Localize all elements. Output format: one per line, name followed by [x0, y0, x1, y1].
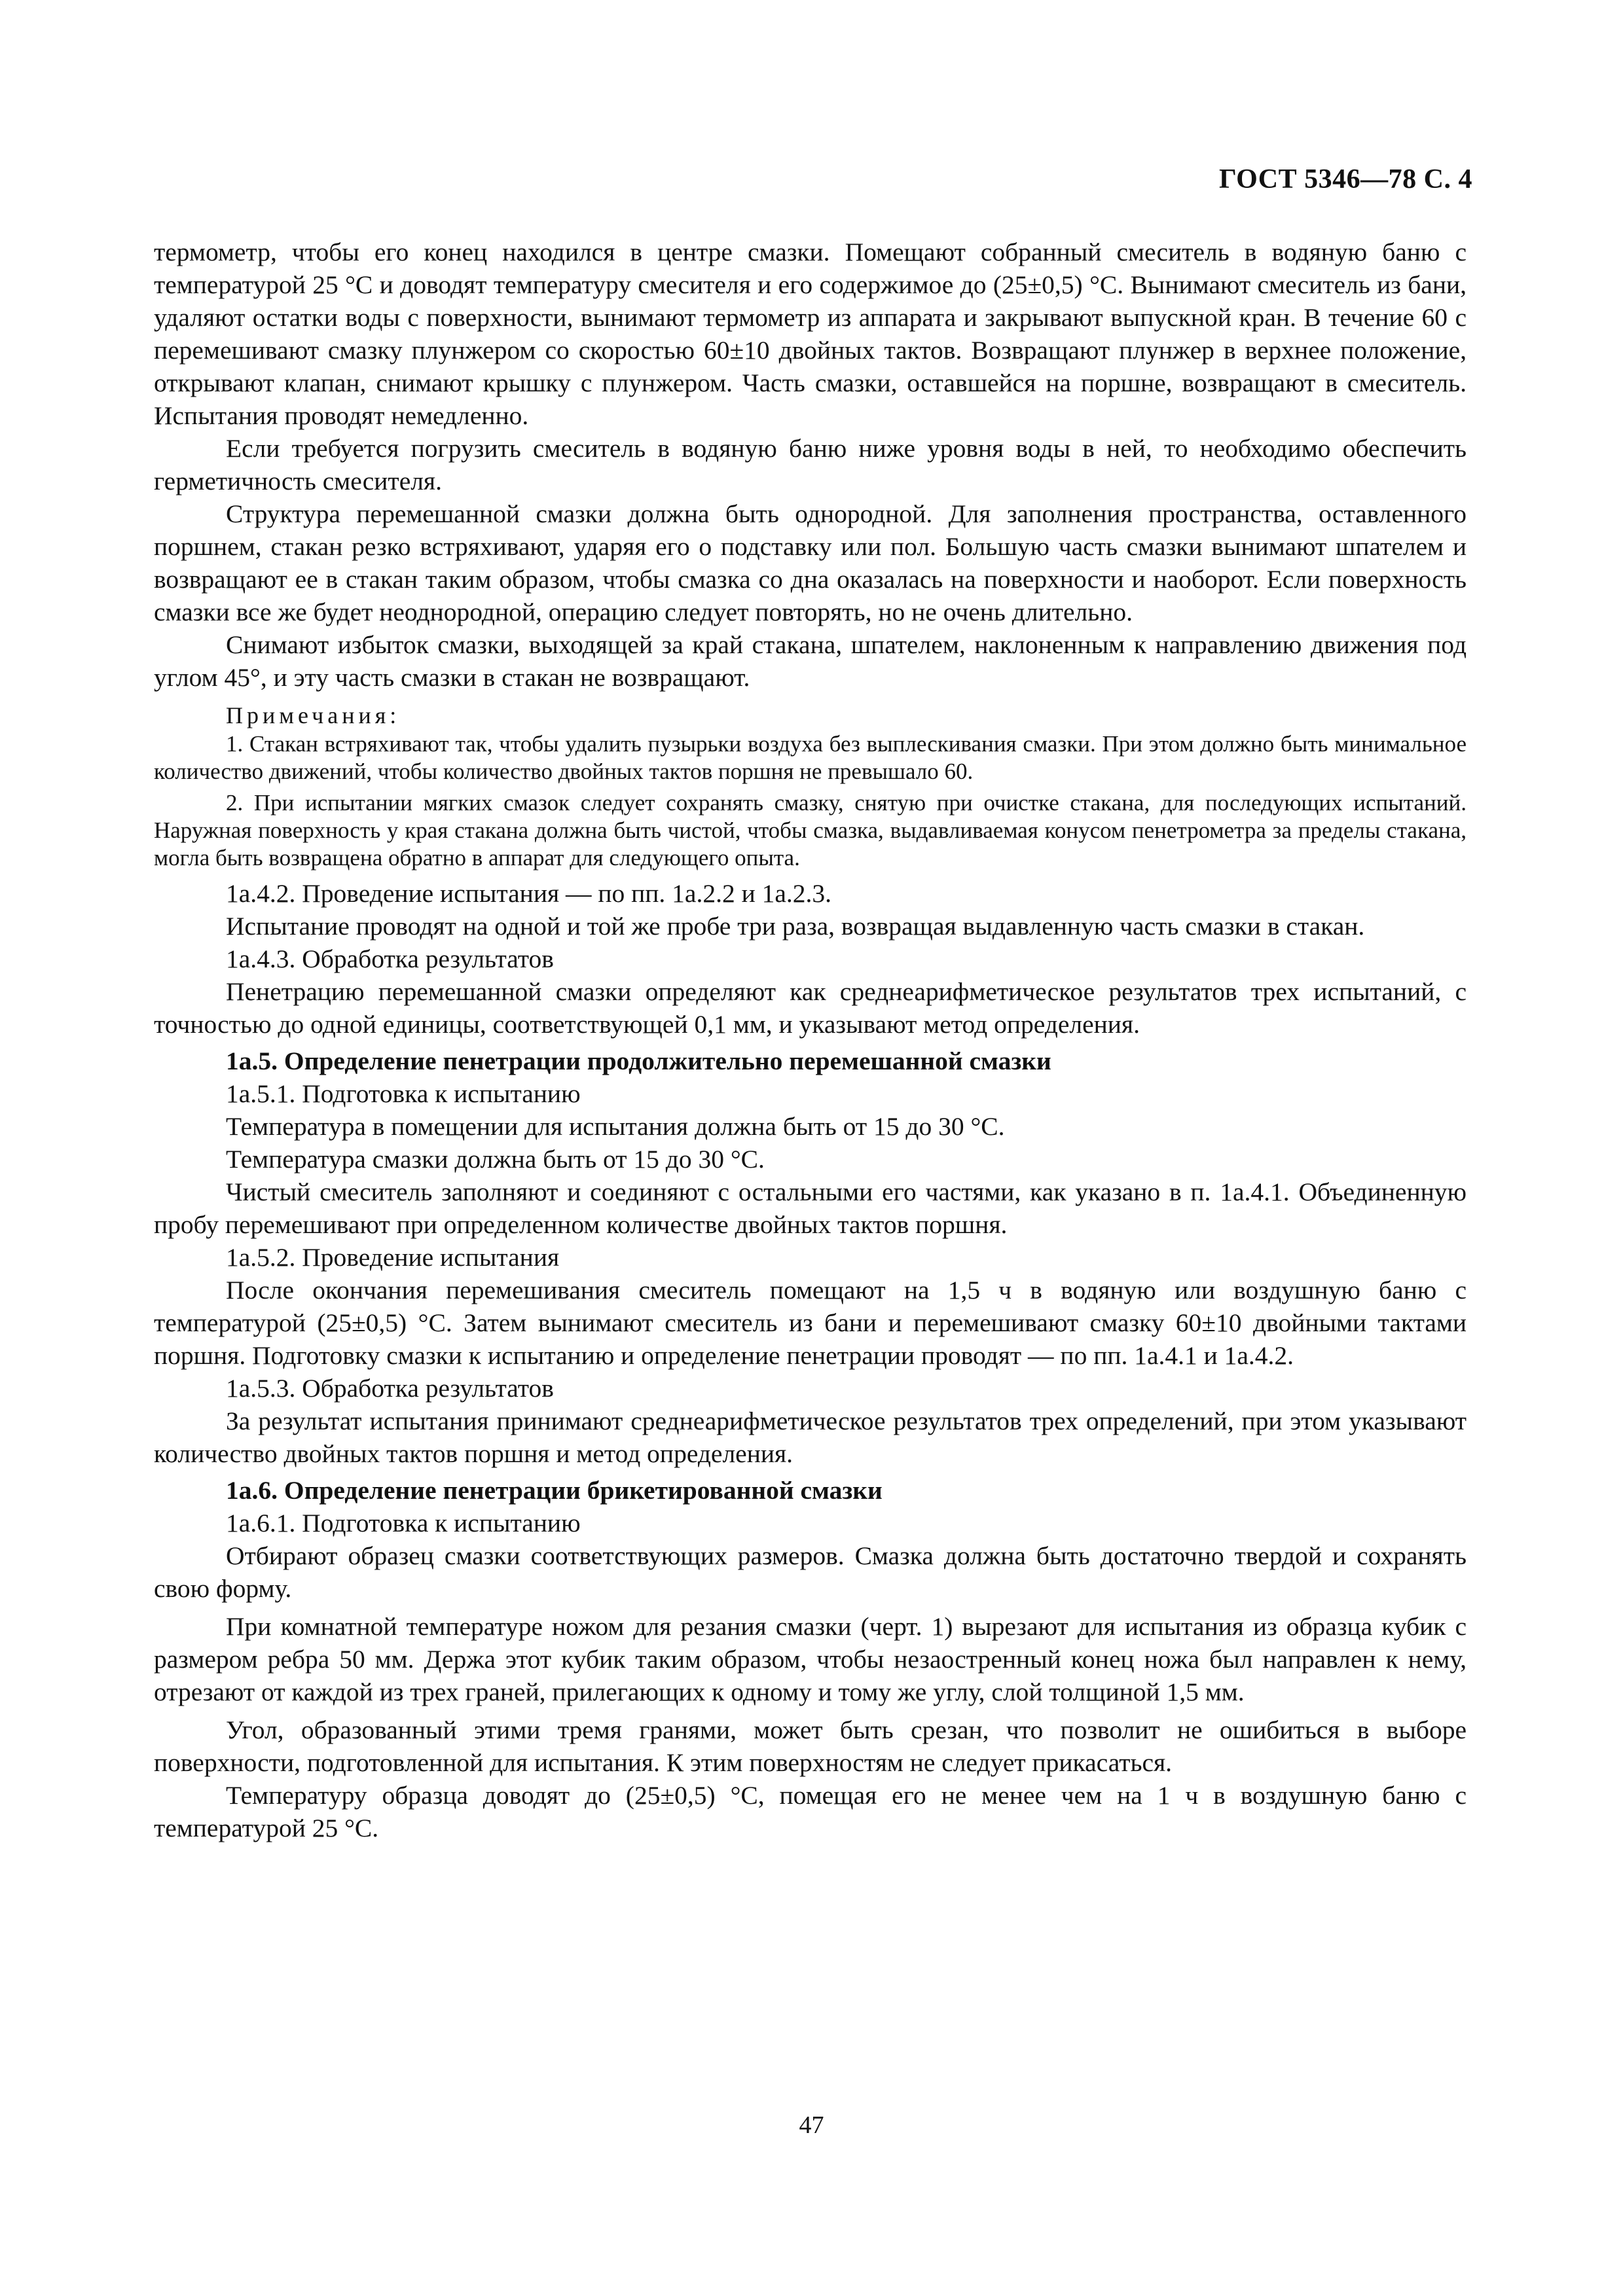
section-1a52-title: 1а.5.2. Проведение испытания: [226, 1243, 560, 1272]
paragraph-thermometer: термометр, чтобы его конец находился в центре смазки. Помещают собранный смеситель в водяную баню с температурой 25 °С и доводят температуру смесителя и его содержимое до (25±0,5) °С. Вынимают смеситель из бани, удаляют остатки воды с поверхности, вынимают термометр из аппарата и закрывают выпускной кран. В течение 60 с перемешивают смазку плунжером со скоростью 60±10 двойных тактов. Возвращают плунжер в верхнее положение, открывают клапан, снимают крышку с плунжером. Часть смазки, оставшейся на поршне, возвращают в смеситель. Испытания проводят немедленно.: [154, 238, 1467, 430]
section-1a51-text-1: Температура в помещении для испытания должна быть от 15 до 30 °С.: [226, 1112, 1005, 1141]
document-body: [154, 236, 1467, 1844]
paragraph-structure: Структура перемешанной смазки должна быть однородной. Для заполнения пространства, оставленного поршнем, стакан резко встряхивают, ударяя его о подставку или пол. Большую часть смазки вынимают шпателем и возвращают ее в стакан таким образом, чтобы смазка со дна оказалась на поверхности и наоборот. Если поверхность смазки все же будет неоднородной, операцию следует повторять, но не очень длительно.: [154, 499, 1467, 626]
page-number: 47: [799, 2111, 824, 2139]
note-item-2: 2. При испытании мягких смазок следует сохранять смазку, снятую при очистке стакана, для последующих испытаний. Наружная поверхность у края стакана должна быть чистой, чтобы смазка, выдавливаемая конусом пенетрометра за пределы стакана, могла быть возвращена обратно в аппарат для следующего опыта.: [154, 790, 1467, 870]
section-1a61-title: 1а.6.1. Подготовка к испытанию: [226, 1509, 581, 1537]
section-1a52-text: После окончания перемешивания смеситель помещают на 1,5 ч в водяную или воздушную баню с температурой (25±0,5) °С. Затем вынимают смеситель из бани и перемешивают смазку 60±10 двойными тактами поршня. Подготовку смазки к испытанию и определение пенетрации проводят — по пп. 1а.4.1 и 1а.4.2.: [154, 1276, 1467, 1370]
section-1a43-title: 1а.4.3. Обработка результатов: [226, 944, 554, 973]
section-1a61-text-1: Отбирают образец смазки соответствующих размеров. Смазка должна быть достаточно твердой и сохранять свою форму.: [154, 1541, 1467, 1603]
note-item-1: 1. Стакан встряхивают так, чтобы удалить пузырьки воздуха без выплескивания смазки. При этом должно быть минимальное количество движений, чтобы количество двойных тактов поршня не превышало 60.: [154, 731, 1467, 784]
paragraph-hermetic: Если требуется погрузить смеситель в водяную баню ниже уровня воды в ней, то необходимо обеспечить герметичность смесителя.: [154, 434, 1467, 495]
notes-block: [154, 700, 1467, 872]
notes-title: Примечания:: [226, 702, 401, 728]
section-1a51-title: 1а.5.1. Подготовка к испытанию: [226, 1079, 581, 1108]
section-1a42-title: 1а.4.2. Проведение испытания — по пп. 1а.2.2 и 1а.2.3.: [226, 879, 831, 908]
page-header: ГОСТ 5346—78 С. 4: [1218, 164, 1472, 194]
paragraph-excess: Снимают избыток смазки, выходящей за край стакана, шпателем, наклоненным к направлению движения под углом 45°, и эту часть смазки в стакан не возвращают.: [154, 630, 1467, 692]
section-1a42-text: Испытание проводят на одной и той же пробе три раза, возвращая выдавленную часть смазки в стакан.: [226, 912, 1365, 941]
section-1a61-text-3: Угол, образованный этими тремя гранями, может быть срезан, что позволит не ошибиться в выборе поверхности, подготовленной для испытания. К этим поверхностям не следует прикасаться.: [154, 1715, 1467, 1777]
section-1a53-title: 1а.5.3. Обработка результатов: [226, 1374, 554, 1403]
section-1a53-text: За результат испытания принимают среднеарифметическое результатов трех определений, при этом указывают количество двойных тактов поршня и метод определения.: [154, 1407, 1467, 1468]
section-1a5-heading: 1а.5. Определение пенетрации продолжительно перемешанной смазки: [226, 1047, 1051, 1075]
section-1a43-text: Пенетрацию перемешанной смазки определяют как среднеарифметическое результатов трех испытаний, с точностью до одной единицы, соответствующей 0,1 мм, и указывают метод определения.: [154, 977, 1467, 1039]
section-1a51-text-2: Температура смазки должна быть от 15 до 30 °С.: [226, 1145, 765, 1174]
section-1a6-heading: 1а.6. Определение пенетрации брикетированной смазки: [226, 1476, 883, 1505]
section-1a51-text-3: Чистый смеситель заполняют и соединяют с остальными его частями, как указано в п. 1а.4.1. Объединенную пробу перемешивают при определенном количестве двойных тактов поршня.: [154, 1177, 1467, 1239]
section-1a61-text-4: Температуру образца доводят до (25±0,5) °С, помещая его не менее чем на 1 ч в воздушную баню с температурой 25 °С.: [154, 1781, 1467, 1842]
section-1a61-text-2: При комнатной температуре ножом для резания смазки (черт. 1) вырезают для испытания из образца кубик с размером ребра 50 мм. Держа этот кубик таким образом, чтобы незаостренный конец ножа был направлен к нему, отрезают от каждой из трех граней, прилегающих к одному и тому же углу, слой толщиной 1,5 мм.: [154, 1612, 1467, 1706]
